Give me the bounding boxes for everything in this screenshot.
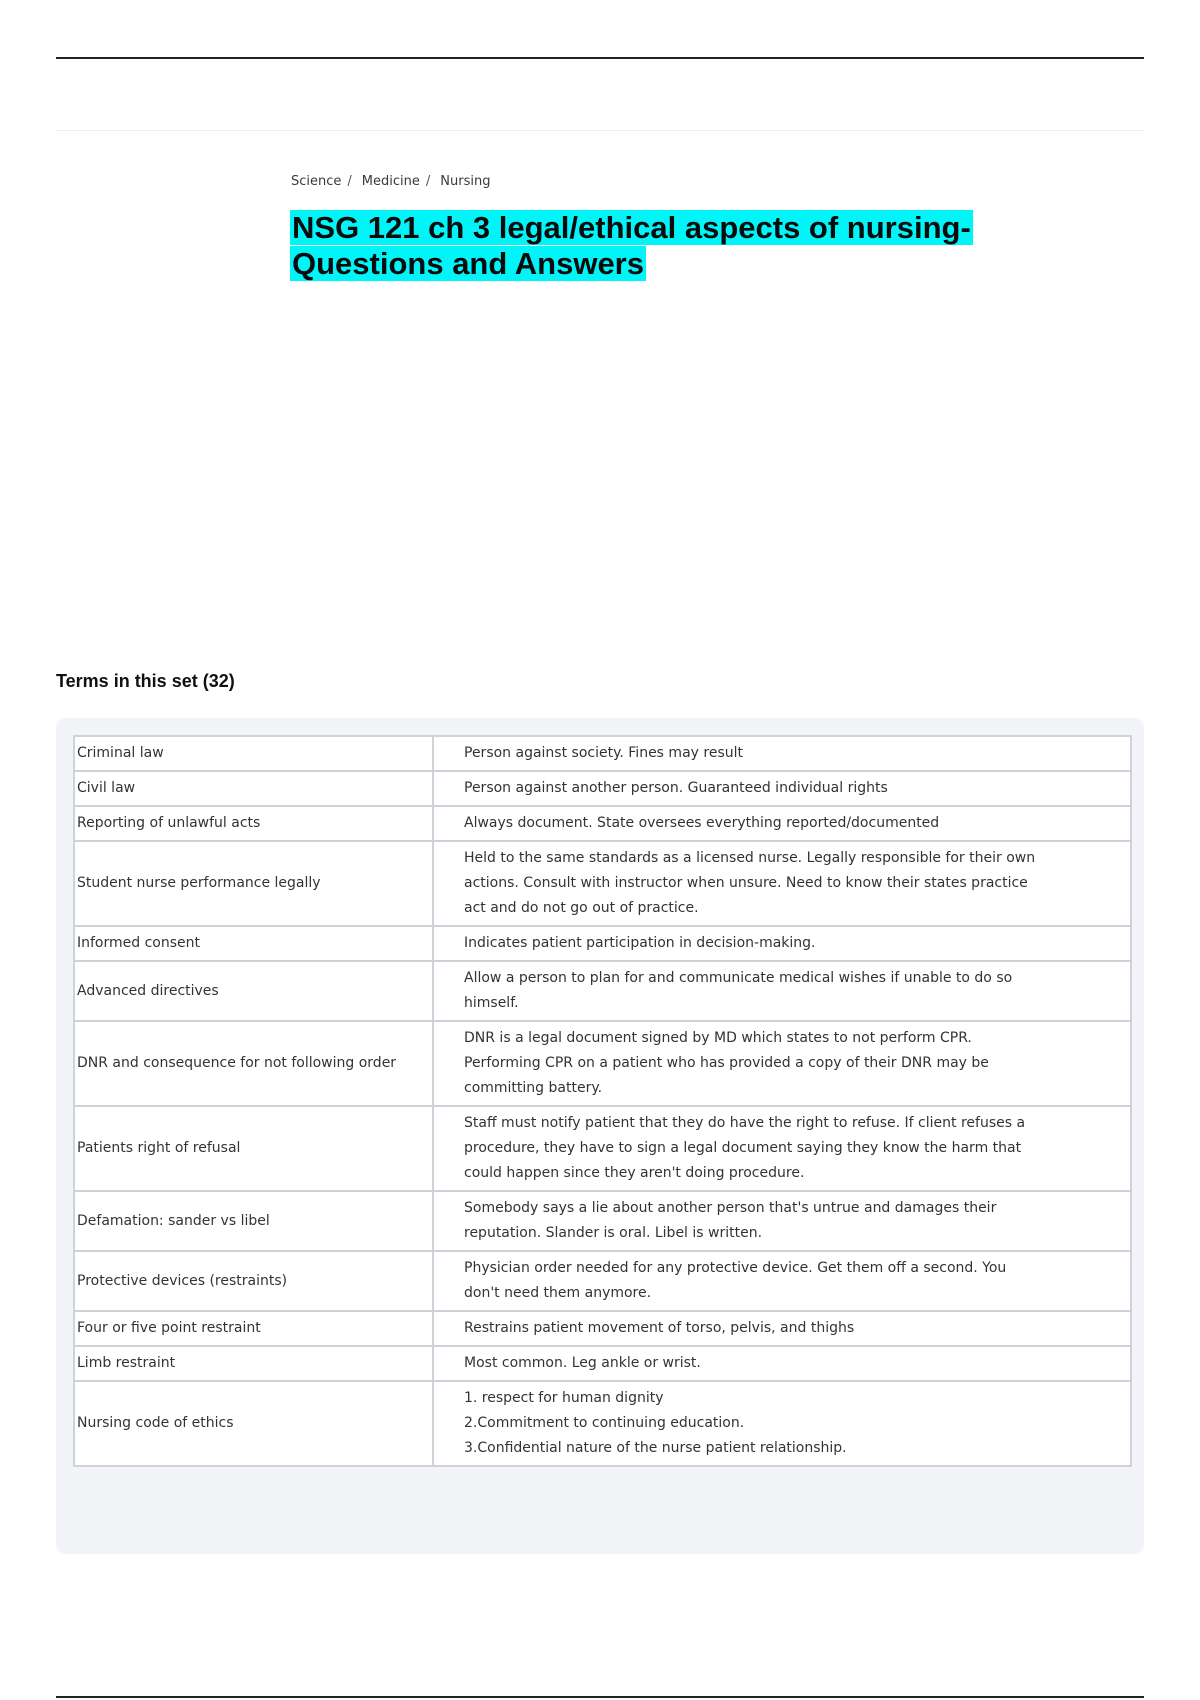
table-row [74, 841, 1131, 926]
definition-text: Physician order needed for any protective device. Get them off a second. You don't need them anymore. [464, 1260, 1007, 1301]
terms-table [73, 735, 1132, 1467]
definition-cell [433, 806, 1131, 841]
term-cell: DNR and consequence for not following order [74, 1021, 433, 1106]
footer-rule [56, 1696, 1144, 1698]
definition-cell [433, 1381, 1131, 1466]
table-row [74, 1346, 1131, 1381]
definition-text: Always document. State oversees everything reported/documented [464, 815, 940, 831]
header-rule [56, 57, 1144, 59]
definition-cell [433, 736, 1131, 771]
definition-text: 3.Confidential nature of the nurse patient relationship. [464, 1440, 847, 1456]
term-cell: Criminal law [74, 736, 433, 771]
page-title [290, 210, 1130, 282]
term-cell: Limb restraint [74, 1346, 433, 1381]
breadcrumb-separator: / [347, 174, 352, 189]
definition-text: Indicates patient participation in decision-making. [464, 935, 816, 951]
definition-cell [433, 1251, 1131, 1311]
breadcrumb [291, 174, 490, 189]
page-title-text: NSG 121 ch 3 legal/ethical aspects of nursing- Questions and Answers [292, 210, 971, 281]
definition-cell [433, 1021, 1131, 1106]
term-cell: Nursing code of ethics [74, 1381, 433, 1466]
term-cell: Student nurse performance legally [74, 841, 433, 926]
definition-cell [433, 1191, 1131, 1251]
term-cell: Advanced directives [74, 961, 433, 1021]
breadcrumb-medicine-link[interactable]: Medicine [361, 174, 420, 189]
definition-text: Restrains patient movement of torso, pelvis, and thighs [464, 1320, 855, 1336]
breadcrumb-science-link[interactable]: Science [291, 174, 342, 189]
definition-cell [433, 926, 1131, 961]
breadcrumb-nursing-link[interactable]: Nursing [440, 174, 491, 189]
definition-text: Most common. Leg ankle or wrist. [464, 1355, 701, 1371]
table-row [74, 1191, 1131, 1251]
definition-text: 1. respect for human dignity [464, 1390, 664, 1406]
definition-text: Person against society. Fines may result [464, 745, 743, 761]
term-cell: Defamation: sander vs libel [74, 1191, 433, 1251]
term-cell: Informed consent [74, 926, 433, 961]
table-row [74, 926, 1131, 961]
definition-cell [433, 1311, 1131, 1346]
term-cell: Protective devices (restraints) [74, 1251, 433, 1311]
term-cell: Patients right of refusal [74, 1106, 433, 1191]
table-row [74, 806, 1131, 841]
table-row [74, 1106, 1131, 1191]
definition-cell [433, 841, 1131, 926]
table-row [74, 1021, 1131, 1106]
definition-text: Person against another person. Guaranteed individual rights [464, 780, 888, 796]
table-row [74, 1311, 1131, 1346]
term-cell: Four or five point restraint [74, 1311, 433, 1346]
header-divider [56, 130, 1144, 131]
definition-text: Somebody says a lie about another person that's untrue and damages their reputation. Slander is oral. Libel is written. [464, 1200, 997, 1241]
table-row [74, 961, 1131, 1021]
terms-table-body [74, 736, 1131, 1466]
breadcrumb-separator: / [425, 174, 431, 189]
definition-text: Held to the same standards as a licensed nurse. Legally responsible for their own actions. Consult with instructor when unsure. Need to know their states practice act and do not go out of practice. [464, 850, 1036, 916]
term-cell: Civil law [74, 771, 433, 806]
definition-text: DNR is a legal document signed by MD which states to not perform CPR. Performing CPR on a patient who has provided a copy of their DNR may be committing battery. [464, 1030, 989, 1096]
definition-cell [433, 771, 1131, 806]
table-row [74, 771, 1131, 806]
definition-text: Staff must notify patient that they do have the right to refuse. If client refuses a procedure, they have to sign a legal document saying they know the harm that could happen since they aren't doing procedure. [464, 1115, 1026, 1181]
definition-text: 2.Commitment to continuing education. [464, 1415, 745, 1431]
definition-cell [433, 961, 1131, 1021]
definition-cell [433, 1106, 1131, 1191]
term-cell: Reporting of unlawful acts [74, 806, 433, 841]
definition-cell [433, 1346, 1131, 1381]
table-row [74, 1381, 1131, 1466]
terms-heading: Terms in this set (32) [56, 671, 235, 691]
table-row [74, 1251, 1131, 1311]
definition-text: Allow a person to plan for and communicate medical wishes if unable to do so himself. [464, 970, 1013, 1011]
table-row [74, 736, 1131, 771]
